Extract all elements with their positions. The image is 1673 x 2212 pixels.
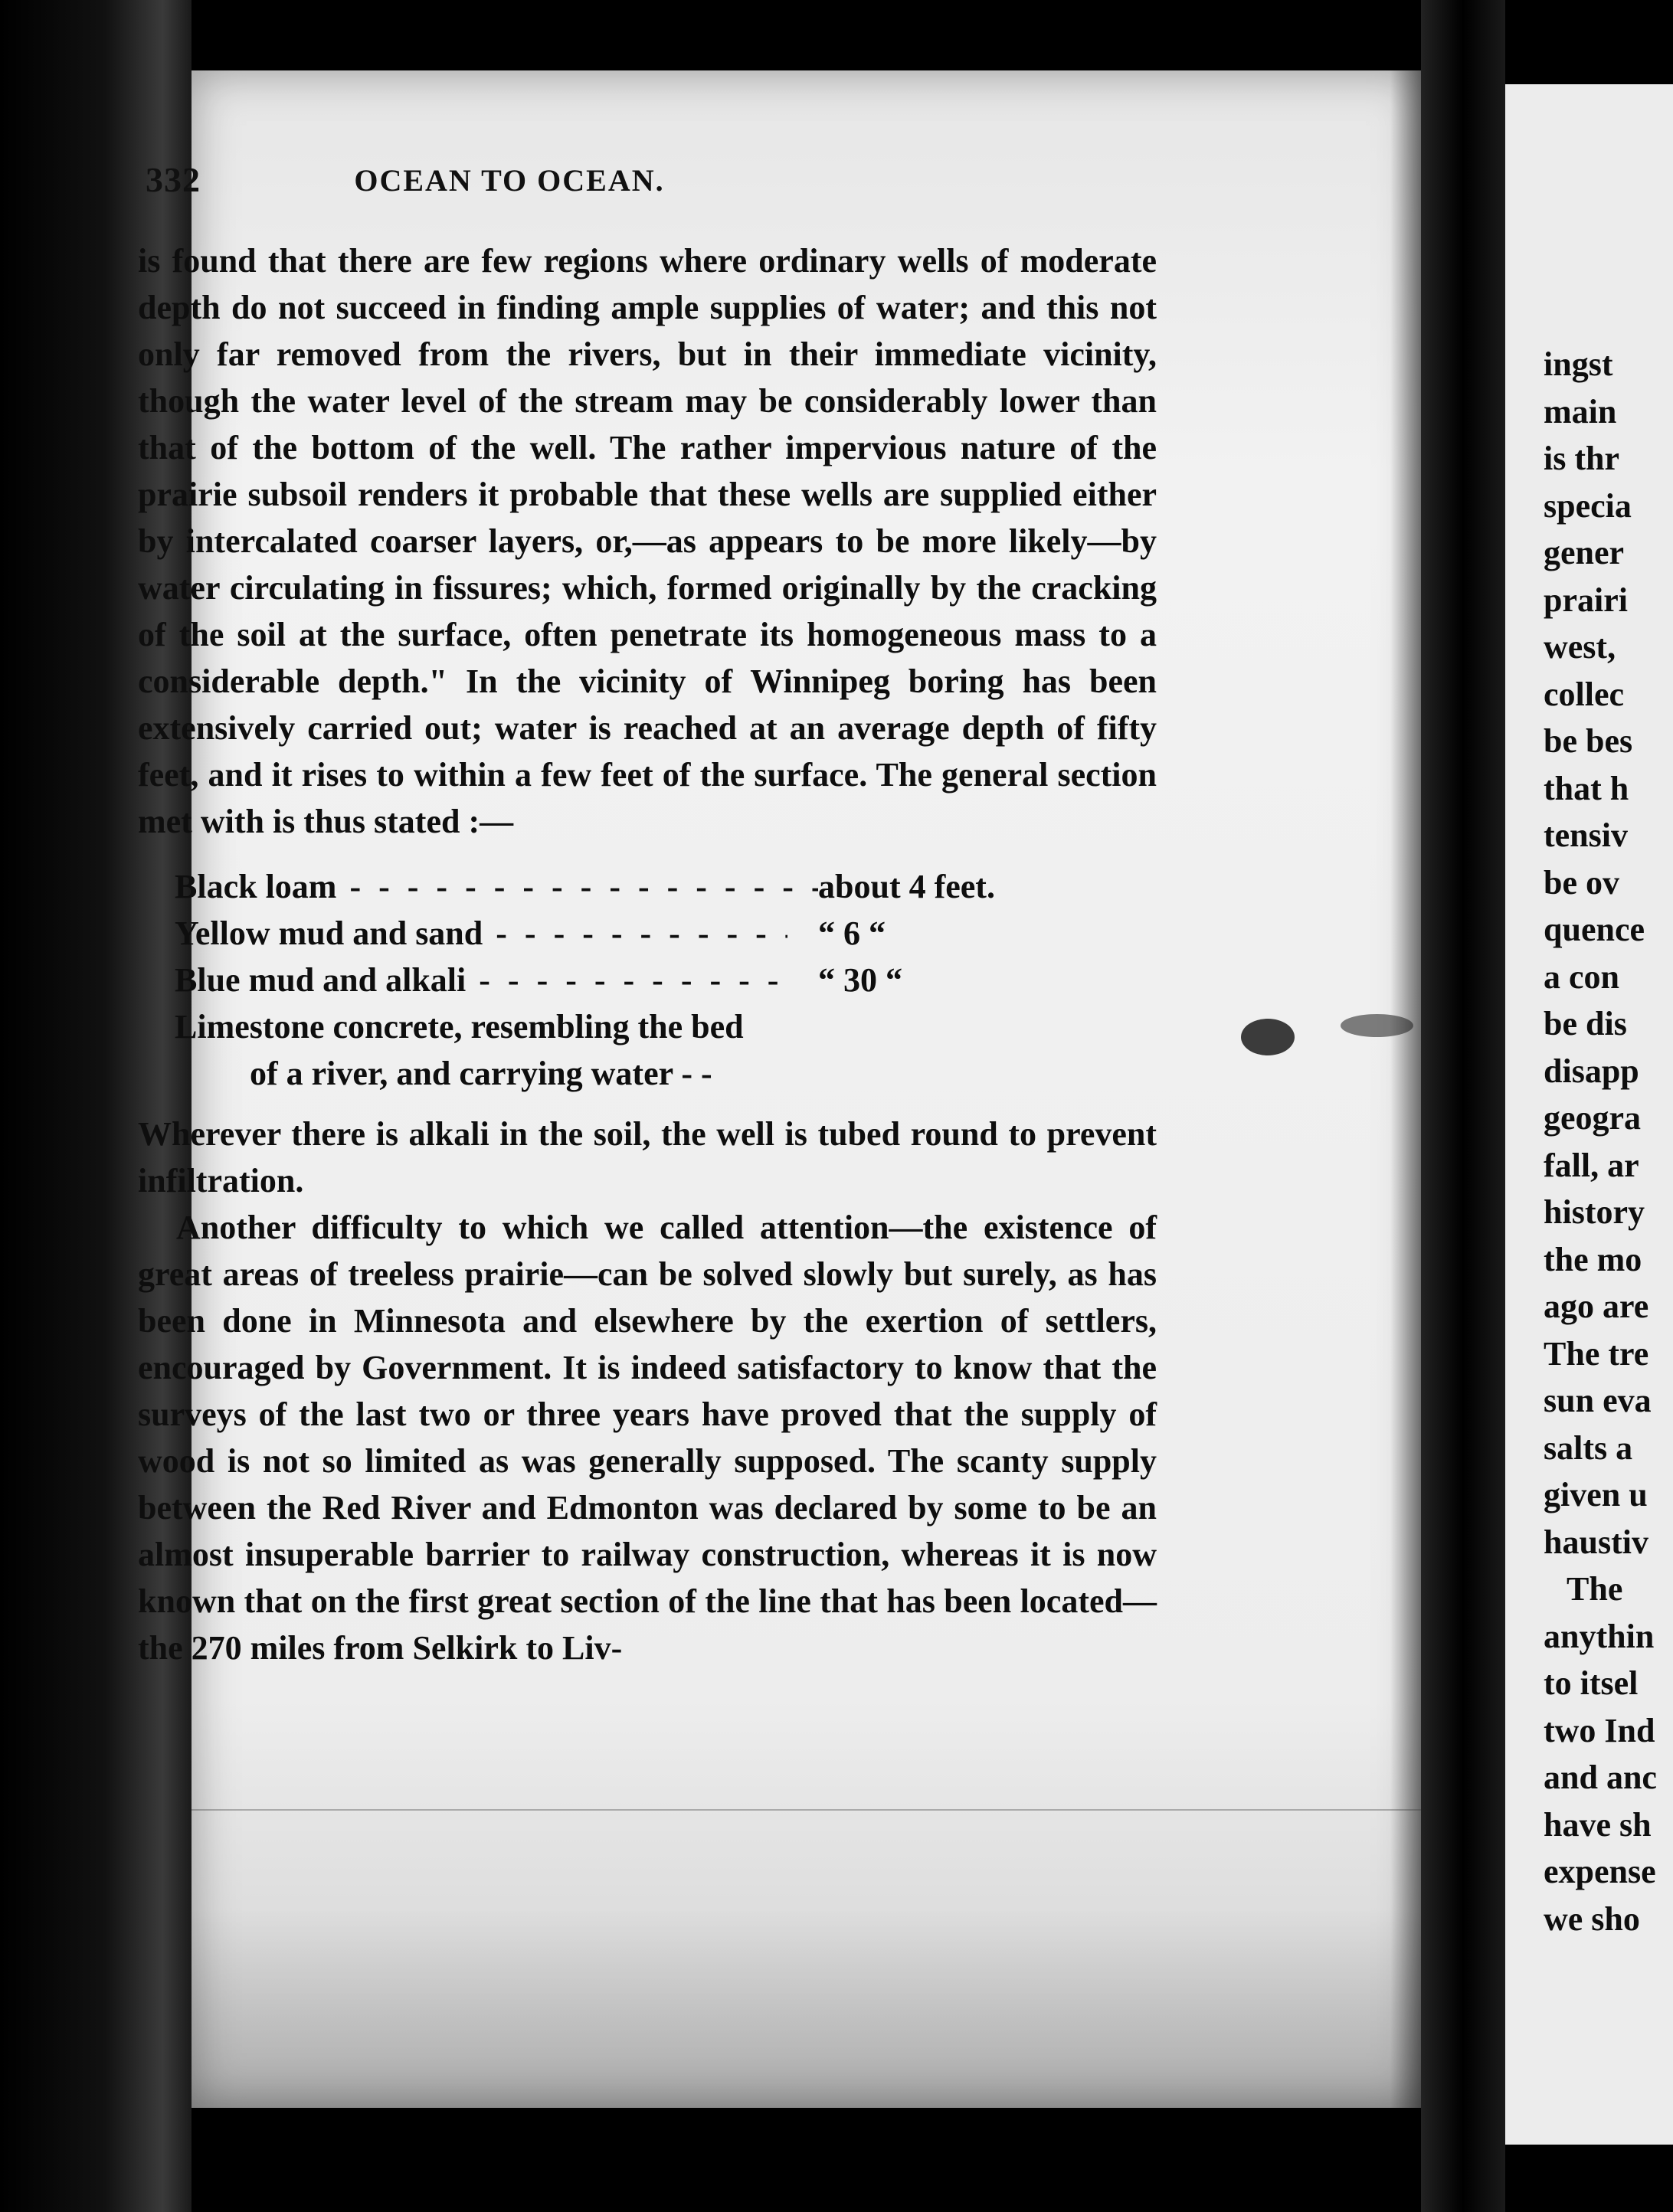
page-number: 332 <box>146 160 201 199</box>
paragraph: Wherever there is alkali in the soil, the well is tubed round to prevent infiltration. <box>138 1115 1157 1199</box>
well-section-table <box>175 863 1048 1097</box>
layer-name: Blue mud and alkali - - - <box>175 957 787 1003</box>
facing-page-line: ago are <box>1544 1288 1649 1325</box>
facing-page-line: geogra <box>1544 1099 1642 1137</box>
layer-depth: about 4 feet. <box>818 868 995 905</box>
layer-name: Limestone concrete, resembling the bed <box>175 1008 744 1045</box>
layer-name: Yellow mud and sand - - - <box>175 910 787 957</box>
page-header <box>146 159 1341 205</box>
ink-blot <box>1241 1019 1295 1055</box>
facing-page-line: prairi <box>1544 581 1628 619</box>
facing-page-line: be ov <box>1544 863 1619 901</box>
facing-page-line: expense <box>1544 1853 1656 1890</box>
facing-page-text <box>1544 341 1673 1942</box>
table-row <box>175 910 1048 957</box>
page-edge-shadow <box>1390 70 1421 2108</box>
ink-smudge <box>1341 1014 1413 1037</box>
table-row <box>175 863 1048 910</box>
facing-page-line: ingst <box>1544 345 1613 383</box>
facing-page-line: main <box>1544 392 1617 430</box>
layer-name: Black loam - - - <box>175 863 818 910</box>
facing-page-line: The <box>1567 1570 1623 1608</box>
facing-page-line: disapp <box>1544 1052 1639 1090</box>
facing-page-line: have sh <box>1544 1805 1652 1844</box>
facing-page-line: quence <box>1544 911 1645 948</box>
facing-page-line: two Ind <box>1544 1711 1655 1749</box>
facing-page-line: that h <box>1544 769 1629 807</box>
facing-page-line: be dis <box>1544 1005 1627 1042</box>
facing-page-line: and anc <box>1544 1759 1657 1796</box>
paragraph: Another difficulty to which we called attention—the existence of great areas of treeless prairie—can be solved slowly but surely, as has been done in Minnesota and elsewhere by the exertion of settlers, encouraged by Government. It is indeed satisfactory to know that the surveys of the last two or three years have proved that the supply of wood is not so limited as was generally supposed. The scanty supply between the Red River and Edmonton was declared by some to be an almost insuperable barrier to railway construction, whereas it is now known that on the first great section of the line that has been located—the 270 miles from Selkirk to Liv- <box>138 1209 1157 1667</box>
layer-depth: “ 30 “ <box>818 961 902 999</box>
facing-page-line: anythin <box>1544 1617 1655 1655</box>
facing-page <box>1505 84 1673 2145</box>
page-bottom-shadow <box>192 1909 1421 2108</box>
book-gutter <box>1421 0 1505 2212</box>
facing-page-line: a con <box>1544 957 1619 996</box>
facing-page-line: we sho <box>1544 1900 1640 1938</box>
table-row <box>175 1003 1048 1050</box>
facing-page-line: collec <box>1544 675 1625 713</box>
facing-page-line: The tre <box>1544 1334 1649 1373</box>
facing-page-line: salts a <box>1544 1428 1633 1467</box>
running-title: OCEAN TO OCEAN. <box>354 163 665 198</box>
layer-name-continuation: of a river, and carrying water - - <box>250 1055 712 1092</box>
paragraph: is found that there are few regions where ordinary wells of moderate depth do not succeed in finding ample supplies of water; and this not only far removed from the rivers, but in their immediate vicinity, though the water level of the stream may be considerably lower than that of the bottom of the well. The rather impervious nature of the prairie subsoil renders it probable that these wells are supplied either by intercalated coarser layers, or,—as appears to be more likely—by water circulating in fissures; which, formed originally by the cracking of the soil at the surface, often penetrate its homogeneous mass to a considerable depth." In the vicinity of Winnipeg boring has been extensively carried out; water is reached at an average depth of fifty feet, and it rises to within a few feet of the surface. The general section met with is thus stated :— <box>138 242 1157 840</box>
facing-page-line: gener <box>1544 534 1625 571</box>
facing-page-line: fall, ar <box>1544 1146 1639 1184</box>
scan-artifact-line <box>192 1809 1421 1811</box>
facing-page-line: to itsel <box>1544 1664 1639 1702</box>
table-row-continuation <box>175 1050 1048 1097</box>
facing-page-line: given u <box>1544 1476 1648 1513</box>
facing-page-line: west, <box>1544 628 1616 666</box>
facing-page-line: sun eva <box>1544 1382 1652 1419</box>
facing-page-line: the mo <box>1544 1240 1642 1278</box>
facing-page-line: tensiv <box>1544 816 1628 854</box>
facing-page-line: specia <box>1544 486 1632 525</box>
table-row <box>175 957 1048 1003</box>
facing-page-line: be bes <box>1544 722 1633 760</box>
facing-page-line: is thr <box>1544 440 1619 477</box>
facing-page-line: haustiv <box>1544 1523 1648 1561</box>
facing-page-line: history <box>1544 1193 1645 1231</box>
layer-depth: “ 6 “ <box>818 915 886 952</box>
body-text <box>138 237 1157 1671</box>
